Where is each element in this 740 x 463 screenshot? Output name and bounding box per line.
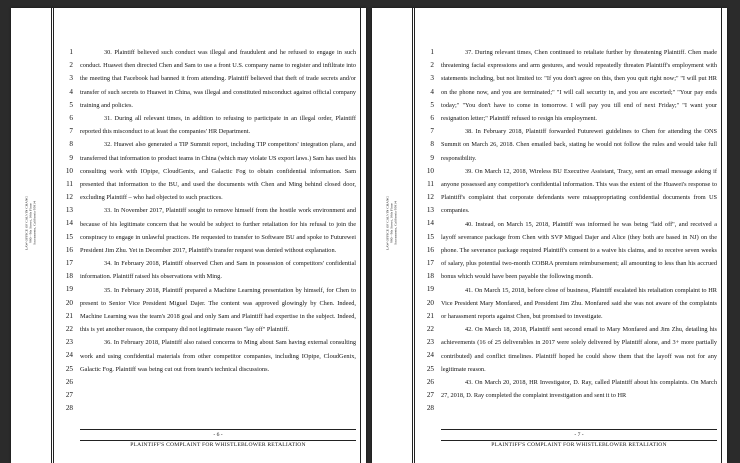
- line-number: 22: [65, 324, 73, 333]
- line-number: 5: [430, 100, 434, 109]
- paragraph-31: 31. During all relevant times, in addition to refusing to participate in an illegal order, Plaintiff reported this misconduct to at least the companies' HR Department.: [80, 115, 356, 136]
- footer-rule-lower: [441, 440, 717, 441]
- line-number: 15: [65, 232, 73, 241]
- paragraph-43: 43. On March 20, 2018, HR Investigator, D. Ray, called Plaintiff about his complaints. On March 27, 2018, D. Ray completed the complaint investigation and sent it to HR: [441, 379, 717, 400]
- line-number: 21: [65, 311, 73, 320]
- line-number: 4: [430, 87, 434, 96]
- paragraph-36: 36. In February 2018, Plaintiff also raised concerns to Ming about Sam having external consulting work and using confidential materials from other competitor companies, including IOpipe, CloudGenix, Galactic Fog. Plaintiff was being cut out from team's technical discussions.: [80, 339, 356, 373]
- line-number: 14: [65, 219, 73, 228]
- line-number: 8: [430, 140, 434, 149]
- line-number: 17: [426, 259, 434, 267]
- line-number: 22: [426, 324, 434, 333]
- line-number: 14: [426, 219, 434, 228]
- line-number: 23: [65, 338, 73, 347]
- line-number: 19: [426, 285, 434, 294]
- line-number: 26: [65, 377, 73, 386]
- line-number: 15: [426, 232, 434, 241]
- footer-rule: [441, 429, 717, 430]
- line-number: 25: [65, 364, 73, 373]
- line-number: 1: [69, 48, 73, 56]
- line-number: 9: [69, 153, 73, 162]
- line-number: 6: [69, 113, 73, 122]
- line-number: 7: [69, 127, 73, 136]
- line-number: 12: [426, 193, 434, 202]
- line-number: 18: [426, 272, 434, 281]
- line-number-column: [59, 46, 73, 415]
- line-number: 17: [65, 259, 73, 267]
- paragraph-35: 35. In February 2018, Plaintiff prepared a Machine Learning presentation by himself, for Chen to present to Senior Vice President Miguel Dajer. The content was approved glowingly by Chen. Indeed, Machine Learning was the team's 2018 goal and only Sam and Plaintiff had expertise in the subject. Indeed, this is yet another reason, the company did not legitimate reason "lay off" Plaintiff.: [80, 286, 356, 334]
- line-number: 28: [65, 404, 73, 413]
- paragraph-30: 30. Plaintiff believed such conduct was illegal and fraudulent and he refused to engage in such conduct. Huawei then directed Chen and Sam to use a front U.S. company name to register and infiltrate into the meeting that Facebook had banned it from attending. Plaintiff believed that theft of trade secrets and/or transfer of such secrets to Huawei in China, was illegal and constituted misconduct against official company training and policies.: [80, 49, 356, 109]
- line-number: 9: [430, 153, 434, 162]
- line-number: 19: [65, 285, 73, 294]
- left-margin-rule-inner: [414, 8, 415, 463]
- firm-address-line-2: Sacramento, California 95814: [394, 201, 399, 245]
- line-number-column: [420, 46, 434, 415]
- paragraph-33: 33. In November 2017, Plaintiff sought to remove himself from the hostile work environment and because of his legitimate concern that he would be subject to further retaliation for his refusal to join the conspiracy to engage in unlawful practices. He requested to transfer to Software BU and spoke to Futurewei President Jim Zhu. Yet in December 2017, Plaintiff's transfer request was denied without explanation.: [80, 207, 356, 255]
- page-number: - 7 -: [574, 432, 584, 438]
- line-number: 20: [426, 298, 434, 307]
- footer-title: PLAINTIFF'S COMPLAINT FOR WHISTLEBLOWER RETALIATION: [491, 442, 667, 448]
- paragraph-37: 37. During relevant times, Chen continued to retaliate further by threatening Plaintiff. Chen made threatening facial expressions and arm gestures, and would repeatedly threaten Plaintiff's employment with statements including, but not limited to: "If you don't agree on this, then you quit right now;" "I will put HR on the phone now, and you are terminated;" "I will call security in, and you are escorted;" "Your pay ends today;" "You don't have to come in tomorrow. I will pay you till end of next Friday;" "I want your resignation letter;" Plaintiff refused to resign his employment.: [441, 49, 717, 123]
- line-number: 2: [69, 61, 73, 70]
- line-number: 10: [426, 166, 434, 175]
- right-margin-rule: [360, 8, 361, 463]
- law-office-address-block: [386, 196, 399, 250]
- line-number: 20: [65, 298, 73, 307]
- law-office-sidebar: [372, 8, 412, 463]
- line-number: 13: [426, 206, 434, 215]
- line-number: 27: [426, 390, 434, 399]
- line-number: 6: [430, 113, 434, 122]
- right-margin-rule: [721, 8, 722, 463]
- firm-address-line-1: 980 - 9th Street, 16th Floor: [28, 203, 33, 243]
- line-number: 26: [426, 377, 434, 386]
- footer-rule: [80, 429, 356, 430]
- pleading-body: [80, 46, 356, 376]
- left-margin-rule: [412, 8, 413, 463]
- line-number: 5: [69, 100, 73, 109]
- left-margin-rule-inner: [53, 8, 54, 463]
- firm-address-line-1: 980 - 9th Street, 16th Floor: [389, 203, 394, 243]
- line-number: 12: [65, 193, 73, 202]
- paragraph-32: 32. Huawei also generated a TIP Summit report, including TIP competitors' integration plans, and transferred that information to product teams in China (which may violate US export laws.) Sam has used his consulting work with IOpipe, CloudGenix, and Galactic Fog to obtain confidential information. Sam presented that information to the BU, and used the documents with Chen and Ming behind closed door, excluding Plaintiff – who had objected to such practices.: [80, 141, 356, 202]
- line-number: 21: [426, 311, 434, 320]
- paragraph-39: 39. On March 12, 2018, Wireless BU Executive Assistant, Tracy, sent an email message asking if anyone possessed any competitor's confidential information. This was the extent of the Huawei's response to Plaintiff's complaint that corporate defendants were misappropriating confidential documents from US companies.: [441, 167, 717, 215]
- right-page: [372, 8, 727, 463]
- line-number: 25: [426, 364, 434, 373]
- paragraph-38: 38. In February 2018, Plaintiff forwarded Futurewei guidelines to Chen for attending the ONS Summit on March 26, 2018. Chen emailed back, stating he would not follow the rules and would take full responsibility.: [441, 128, 717, 162]
- line-number: 1: [430, 48, 434, 56]
- line-number: 16: [65, 245, 73, 254]
- left-margin-rule: [51, 8, 52, 463]
- line-number: 7: [430, 127, 434, 136]
- line-number: 8: [69, 140, 73, 149]
- law-office-address-block: [25, 196, 38, 250]
- footer-title: PLAINTIFF'S COMPLAINT FOR WHISTLEBLOWER RETALIATION: [130, 442, 306, 448]
- line-number: 3: [430, 74, 434, 83]
- line-number: 16: [426, 245, 434, 254]
- line-number: 4: [69, 87, 73, 96]
- paragraph-42: 42. On March 18, 2018, Plaintiff sent second email to Mary Monfared and Jim Zhu, detailing his achievements (16 of 25 deliverables in 2017 were solely delivered by Plaintiff alone, and 3+ more partially contributed) and conflict timelines. Plaintiff hoped he could show them that the layoff was not for any legitimate reason.: [441, 326, 717, 373]
- line-number: 11: [66, 179, 73, 188]
- firm-name: LAW OFFICE OF CALVIN CHANG: [24, 196, 29, 250]
- page-number: - 6 -: [213, 432, 223, 438]
- paragraph-41: 41. On March 15, 2018, before close of business, Plaintiff escalated his retaliation complaint to HR Vice President Mary Monfared, and President Jim Zhu. Monfared said she was not aware of the complaints or harassment reports against Chen, but promised to investigate.: [441, 286, 717, 321]
- line-number: 13: [65, 206, 73, 215]
- law-office-sidebar: [11, 8, 51, 463]
- line-number: 23: [426, 338, 434, 347]
- firm-address-line-2: Sacramento, California 95814: [33, 201, 38, 245]
- pleading-body: [441, 46, 717, 402]
- line-number: 18: [65, 272, 73, 281]
- paragraph-40: 40. Instead, on March 15, 2018, Plaintiff was informed he was being "laid off", and received a layoff severance package from Chen with SVP Miguel Dajer and Alice (they both are based in NJ) on the phone. The severance package required Plaintiff's consent to a waive his claims, and to receive seven weeks of salary, plus potential two-month COBRA premium reimbursement; all amounting to less than his accrued bonus which would have been payable the following month.: [441, 220, 717, 281]
- line-number: 24: [65, 351, 73, 360]
- line-number: 2: [430, 61, 434, 70]
- firm-name: LAW OFFICE OF CALVIN CHANG: [385, 196, 390, 250]
- line-number: 27: [65, 390, 73, 399]
- line-number: 10: [65, 166, 73, 175]
- paragraph-34: 34. In February 2018, Plaintiff observed Chen and Sam in possession of competitors' confidential information. Plaintiff raised his observations with Ming.: [80, 260, 356, 281]
- footer-rule-lower: [80, 440, 356, 441]
- line-number: 28: [426, 404, 434, 413]
- line-number: 11: [427, 179, 434, 188]
- left-page: [11, 8, 366, 463]
- line-number: 24: [426, 351, 434, 360]
- line-number: 3: [69, 74, 73, 83]
